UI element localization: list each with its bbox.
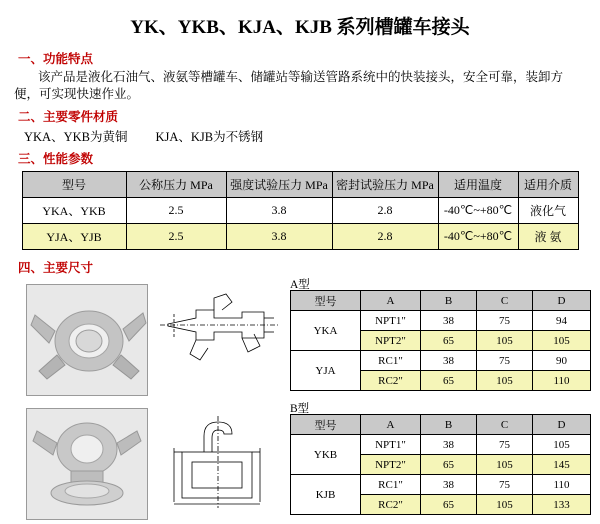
dimB-r2c1: RC1" [361,475,421,495]
dimA-r3c2: 65 [421,371,477,391]
photo-a-graphic [27,285,147,395]
dimB-model-0: YKB [291,435,361,475]
perf-r1c3: 2.8 [332,224,438,250]
dimA-r1c4: 105 [533,331,591,351]
material-line [14,127,586,145]
perf-header-0: 型号 [22,172,126,198]
technical-drawing-type-a [156,284,286,394]
dimA-r0c3: 75 [477,311,533,331]
dimA-header-4: D [533,291,591,311]
perf-r0c2: 3.8 [226,198,332,224]
dimB-r2c4: 110 [533,475,591,495]
dimA-r1c1: NPT2" [361,331,421,351]
perf-header-2: 强度试验压力 MPa [226,172,332,198]
perf-header-3: 密封试验压力 MPa [332,172,438,198]
dimB-r3c2: 65 [421,495,477,515]
dimB-r1c3: 105 [477,455,533,475]
dimA-header-3: C [477,291,533,311]
table-row [22,198,578,224]
material-right: KJA、KJB为不锈钢 [155,130,264,144]
table-header-row [22,172,578,198]
table-header-row [291,291,591,311]
photo-b-graphic [27,409,147,519]
features-heading: 一、功能特点 [18,52,94,66]
perf-r1c0: YJA、YJB [22,224,126,250]
dimension-table-b [290,414,591,515]
perf-header-4: 适用温度 [438,172,518,198]
dimB-r3c4: 133 [533,495,591,515]
dimA-header-1: A [361,291,421,311]
table-header-row [291,415,591,435]
table-row [291,435,591,455]
dimB-r3c1: RC2" [361,495,421,515]
dimA-r2c3: 75 [477,351,533,371]
type-label-b: B型 [290,403,310,415]
table-row [22,224,578,250]
table-row [291,351,591,371]
dimA-model-0: YKA [291,311,361,351]
dimB-header-4: D [533,415,591,435]
perf-r1c5: 液 氨 [518,224,578,250]
dimB-r1c1: NPT2" [361,455,421,475]
table-row [291,475,591,495]
dimB-r0c3: 75 [477,435,533,455]
perf-r0c1: 2.5 [126,198,226,224]
drawing-a-graphic [156,284,286,394]
dimA-r1c3: 105 [477,331,533,351]
dimB-r2c3: 75 [477,475,533,495]
dimA-r3c3: 105 [477,371,533,391]
perf-r1c2: 3.8 [226,224,332,250]
product-photo-type-b [26,408,148,520]
dimA-r3c1: RC2" [361,371,421,391]
dimB-r0c4: 105 [533,435,591,455]
performance-heading: 三、性能参数 [18,152,94,166]
dimA-r2c4: 90 [533,351,591,371]
dimension-block-a [0,279,600,400]
dimB-r3c3: 105 [477,495,533,515]
dimB-header-2: B [421,415,477,435]
dimension-heading: 四、主要尺寸 [18,261,94,275]
dimA-r2c2: 38 [421,351,477,371]
dimA-r1c2: 65 [421,331,477,351]
dimB-r1c4: 145 [533,455,591,475]
dimB-r0c1: NPT1" [361,435,421,455]
perf-r1c1: 2.5 [126,224,226,250]
dimA-r2c1: RC1" [361,351,421,371]
technical-drawing-type-b [156,408,286,518]
dimB-r2c2: 38 [421,475,477,495]
dimB-r0c2: 38 [421,435,477,455]
page-title: YK、YKB、KJA、KJB 系列槽罐车接头 [130,17,470,38]
dimension-table-a [290,290,591,391]
material-left: YKA、YKB为黄铜 [24,130,128,144]
perf-r0c0: YKA、YKB [22,198,126,224]
dimB-r1c2: 65 [421,455,477,475]
perf-header-1: 公称压力 MPa [126,172,226,198]
dimension-block-b [0,403,600,524]
table-row [291,311,591,331]
perf-r1c4: -40℃~+80℃ [438,224,518,250]
dimA-header-2: B [421,291,477,311]
perf-r0c3: 2.8 [332,198,438,224]
perf-header-5: 适用介质 [518,172,578,198]
dimA-r0c4: 94 [533,311,591,331]
dimA-r0c1: NPT1" [361,311,421,331]
dimB-header-3: C [477,415,533,435]
dimB-header-1: A [361,415,421,435]
dimA-header-0: 型号 [291,291,361,311]
dimA-model-1: YJA [291,351,361,391]
drawing-b-graphic [156,408,286,518]
perf-r0c5: 液化气 [518,198,578,224]
dimB-header-0: 型号 [291,415,361,435]
material-heading: 二、主要零件材质 [18,110,119,124]
dimB-model-1: KJB [291,475,361,515]
dimA-r3c4: 110 [533,371,591,391]
dimension-section [0,279,600,522]
perf-r0c4: -40℃~+80℃ [438,198,518,224]
product-photo-type-a [26,284,148,396]
features-text: 该产品是液化石油气、液氨等槽罐车、储罐站等输送管路系统中的快装接头，安全可靠，装卸方便，可实现快速作业。 [14,70,564,101]
dimA-r0c2: 38 [421,311,477,331]
performance-table [22,171,579,250]
type-label-a: A型 [290,279,310,291]
